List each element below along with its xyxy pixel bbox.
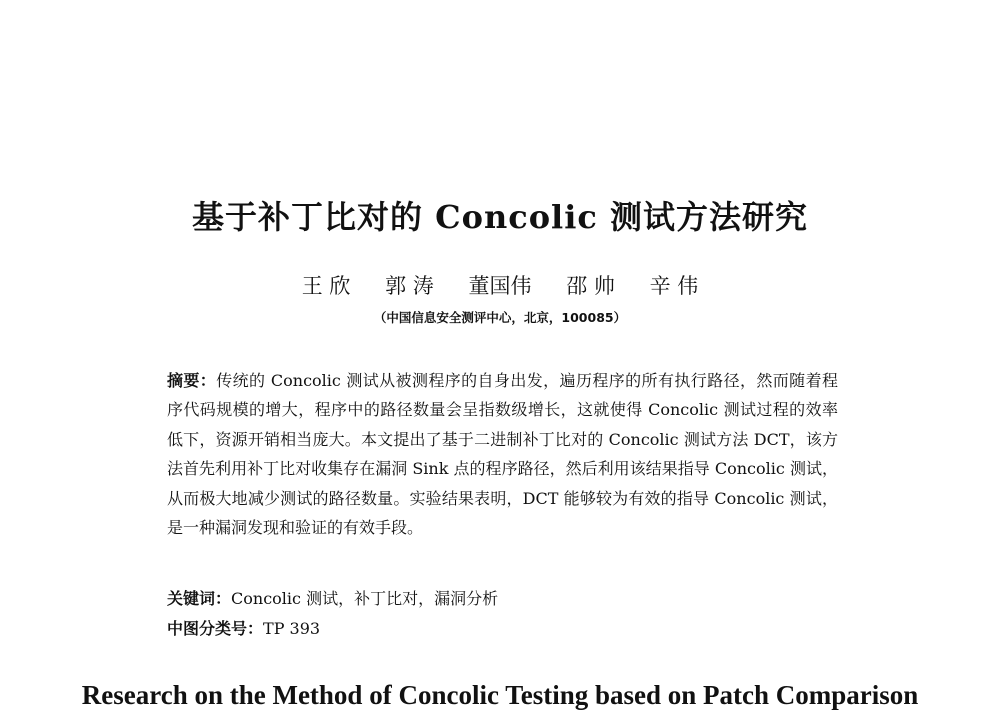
classification-value: TP 393 — [263, 619, 321, 638]
author-name: 邵 帅 — [566, 274, 615, 298]
author-name: 郭 涛 — [385, 274, 434, 298]
author-name: 辛 伟 — [649, 274, 699, 298]
keywords — [167, 584, 838, 613]
keywords-text: Concolic 测试，补丁比对，漏洞分析 — [231, 589, 499, 608]
affiliation: （中国信息安全测评中心，北京，100085） — [373, 310, 627, 325]
abstract — [167, 366, 838, 542]
author-list — [0, 270, 1000, 300]
abstract-text: 传统的 Concolic 测试从被测程序的自身出发，遍历程序的所有执行路径，然而随着程序代码规模的增大，程序中的路径数量会呈指数级增长，这就使得 Concolic 测试过程的效率低下，资源开销相当庞大。本文提出了基于二进制补丁比对的 Concolic 测试方法 DCT，该方法首先利用补丁比对收集存在漏洞 Sink 点的程序路径，然后利用该结果指导 Concolic 测试，从而极大地减少测试的路径数量。实验结果表明，DCT 能够较为有效的指导 Concolic 测试，是一种漏洞发现和验证的有效手段。 — [167, 371, 838, 538]
classification-label: 中图分类号： — [167, 619, 264, 638]
keywords-label: 关键词： — [167, 589, 232, 608]
abstract-label: 摘要： — [167, 371, 217, 390]
chinese-title: 基于补丁比对的 Concolic 测试方法研究 — [192, 198, 808, 236]
author-name: 董国伟 — [468, 274, 532, 298]
classification-number — [167, 614, 838, 643]
english-title: Research on the Method of Concolic Testing based on Patch Comparison — [81, 680, 919, 710]
author-name: 王 欣 — [301, 274, 351, 298]
